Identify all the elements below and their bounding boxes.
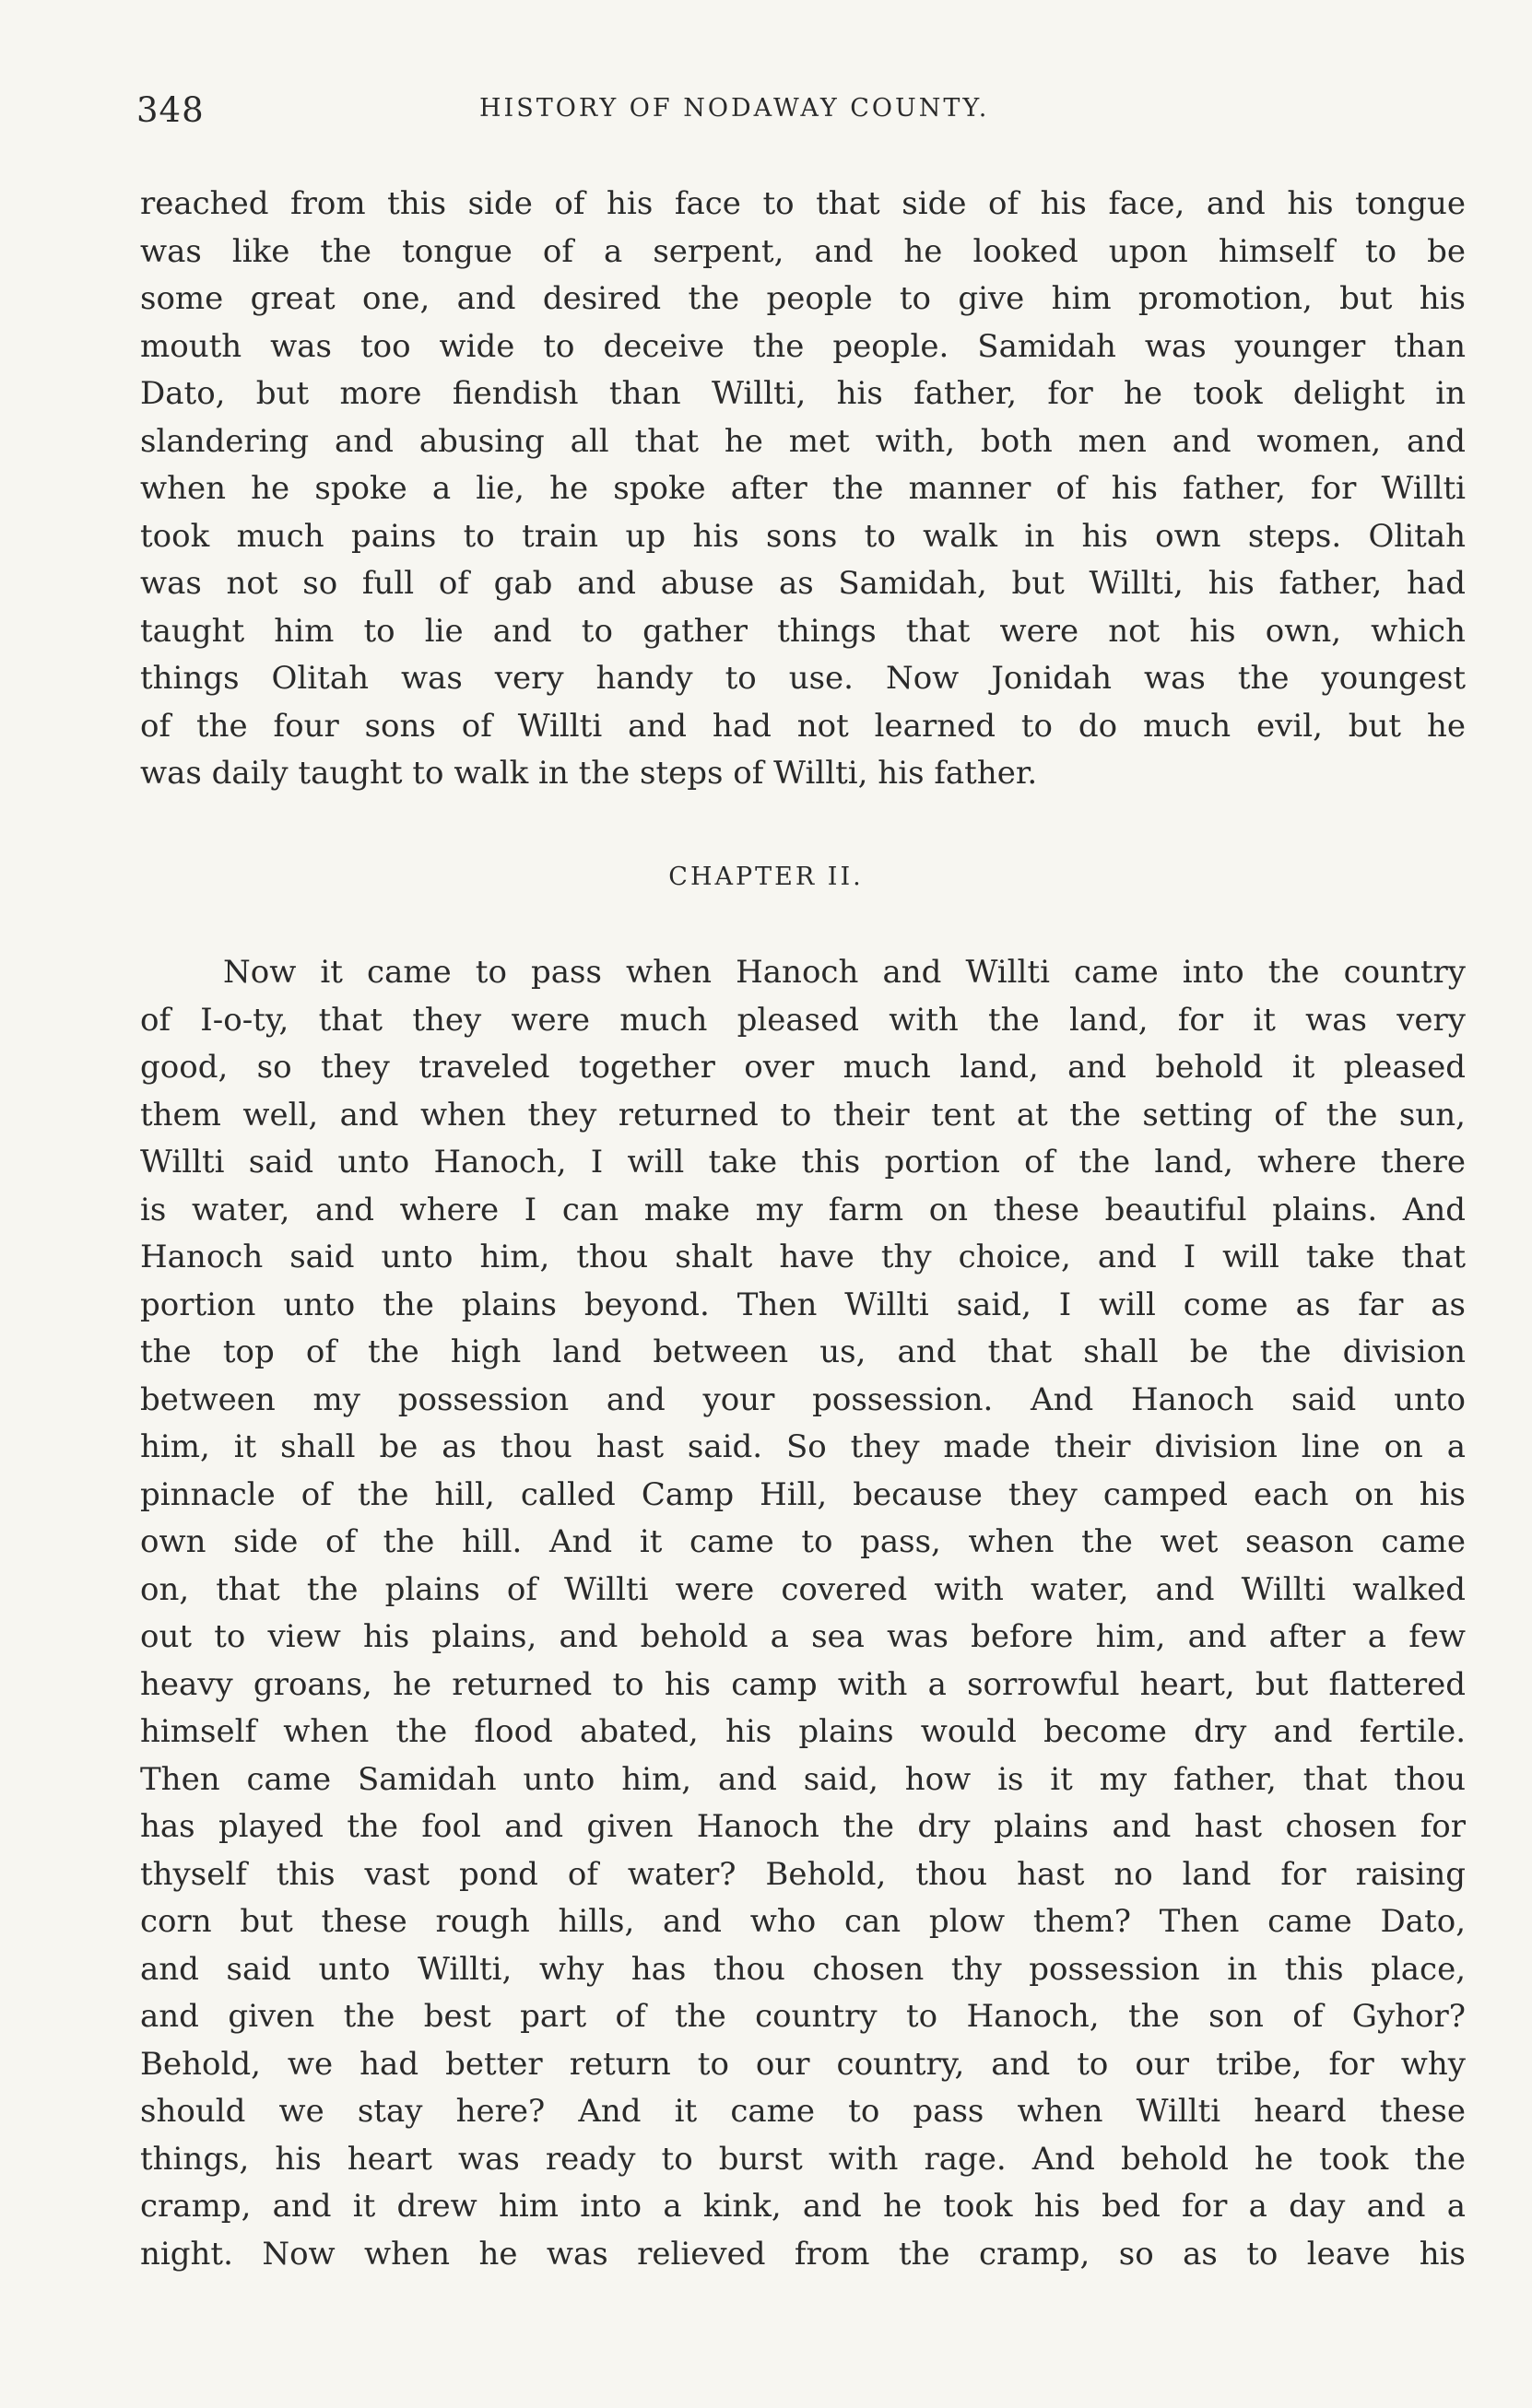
text-line: reached from this side of his face to that side of his face, and his tongue: [140, 185, 1466, 222]
text-line: and said unto Willti, why has thou chosen thy possession in this place,: [140, 1950, 1466, 1988]
text-line: should we stay here? And it came to pass when Willti heard these: [140, 2093, 1466, 2130]
text-line: of the four sons of Willti and had not learned to do much evil, but he: [140, 707, 1466, 745]
text-line: was like the tongue of a serpent, and he looked upon himself to be: [140, 232, 1466, 270]
text-line: out to view his plains, and behold a sea was before him, and after a few: [140, 1618, 1466, 1655]
text-line: good, so they traveled together over much land, and behold it pleased: [140, 1049, 1466, 1086]
text-line: slandering and abusing all that he met with, both men and women, and: [140, 422, 1466, 460]
text-line: taught him to lie and to gather things that were not his own, which: [140, 612, 1466, 650]
text-line: between my possession and your possession. And Hanoch said unto: [140, 1380, 1466, 1418]
text-line: of I-o-ty, that they were much pleased with the land, for it was very: [140, 1001, 1466, 1039]
text-line: them well, and when they returned to their tent at the setting of the sun,: [140, 1096, 1466, 1134]
paragraph-continued: [140, 181, 1466, 798]
text-line: has played the fool and given Hanoch the dry plains and hast chosen for: [140, 1808, 1466, 1845]
page-header: [136, 90, 1464, 136]
running-head: HISTORY OF NODAWAY COUNTY.: [479, 94, 990, 123]
text-line: is water, and where I can make my farm on these beautiful plains. And: [140, 1191, 1466, 1228]
text-line: was not so full of gab and abuse as Samidah, but Willti, his father, had: [140, 565, 1466, 602]
text-line: corn but these rough hills, and who can plow them? Then came Dato,: [140, 1903, 1466, 1940]
text-line: pinnacle of the hill, called Camp Hill, because they camped each on his: [140, 1475, 1466, 1513]
text-line: things, his heart was ready to burst with rage. And behold he took the: [140, 2140, 1466, 2178]
text-line: was daily taught to walk in the steps of Willti, his father.: [140, 755, 1038, 792]
chapter-paragraph: [140, 949, 1466, 2278]
text-line: Behold, we had better return to our country, and to our tribe, for why: [140, 2045, 1466, 2083]
text-line: Now it came to pass when Hanoch and Willti came into the country: [223, 954, 1466, 991]
text-line: Dato, but more fiendish than Willti, his father, for he took delight in: [140, 375, 1466, 412]
text-line: when he spoke a lie, he spoke after the manner of his father, for Willti: [140, 470, 1466, 507]
text-line: him, it shall be as thou hast said. So they made their division line on a: [140, 1428, 1466, 1465]
text-line: took much pains to train up his sons to walk in his own steps. Olitah: [140, 517, 1466, 555]
chapter-heading: CHAPTER II.: [668, 863, 864, 891]
text-line: cramp, and it drew him into a kink, and he took his bed for a day and a: [140, 2188, 1466, 2225]
text-line: on, that the plains of Willti were covered with water, and Willti walked: [140, 1570, 1466, 1608]
text-line: Then came Samidah unto him, and said, how is it my father, that thou: [140, 1760, 1466, 1798]
text-line: the top of the high land between us, and that shall be the division: [140, 1333, 1466, 1370]
text-line: things Olitah was very handy to use. Now Jonidah was the youngest: [140, 660, 1466, 697]
text-line: himself when the flood abated, his plains would become dry and fertile.: [140, 1713, 1466, 1750]
text-line: heavy groans, he returned to his camp with a sorrowful heart, but flattered: [140, 1665, 1466, 1703]
text-line: Hanoch said unto him, thou shalt have thy choice, and I will take that: [140, 1239, 1466, 1275]
page-number: 348: [136, 90, 205, 130]
text-line: Willti said unto Hanoch, I will take this portion of the land, where there: [140, 1144, 1466, 1181]
text-line: mouth was too wide to deceive the people. Samidah was younger than: [140, 327, 1466, 365]
text-line: own side of the hill. And it came to pass, when the wet season came: [140, 1523, 1466, 1560]
text-line: night. Now when he was relieved from the cramp, so as to leave his: [140, 2235, 1466, 2273]
text-line: portion unto the plains beyond. Then Willti said, I will come as far as: [140, 1286, 1466, 1323]
text-line: some great one, and desired the people to give him promotion, but his: [140, 280, 1466, 317]
text-line: and given the best part of the country to Hanoch, the son of Gyhor?: [140, 1998, 1466, 2035]
text-line: thyself this vast pond of water? Behold, thou hast no land for raising: [140, 1855, 1466, 1893]
